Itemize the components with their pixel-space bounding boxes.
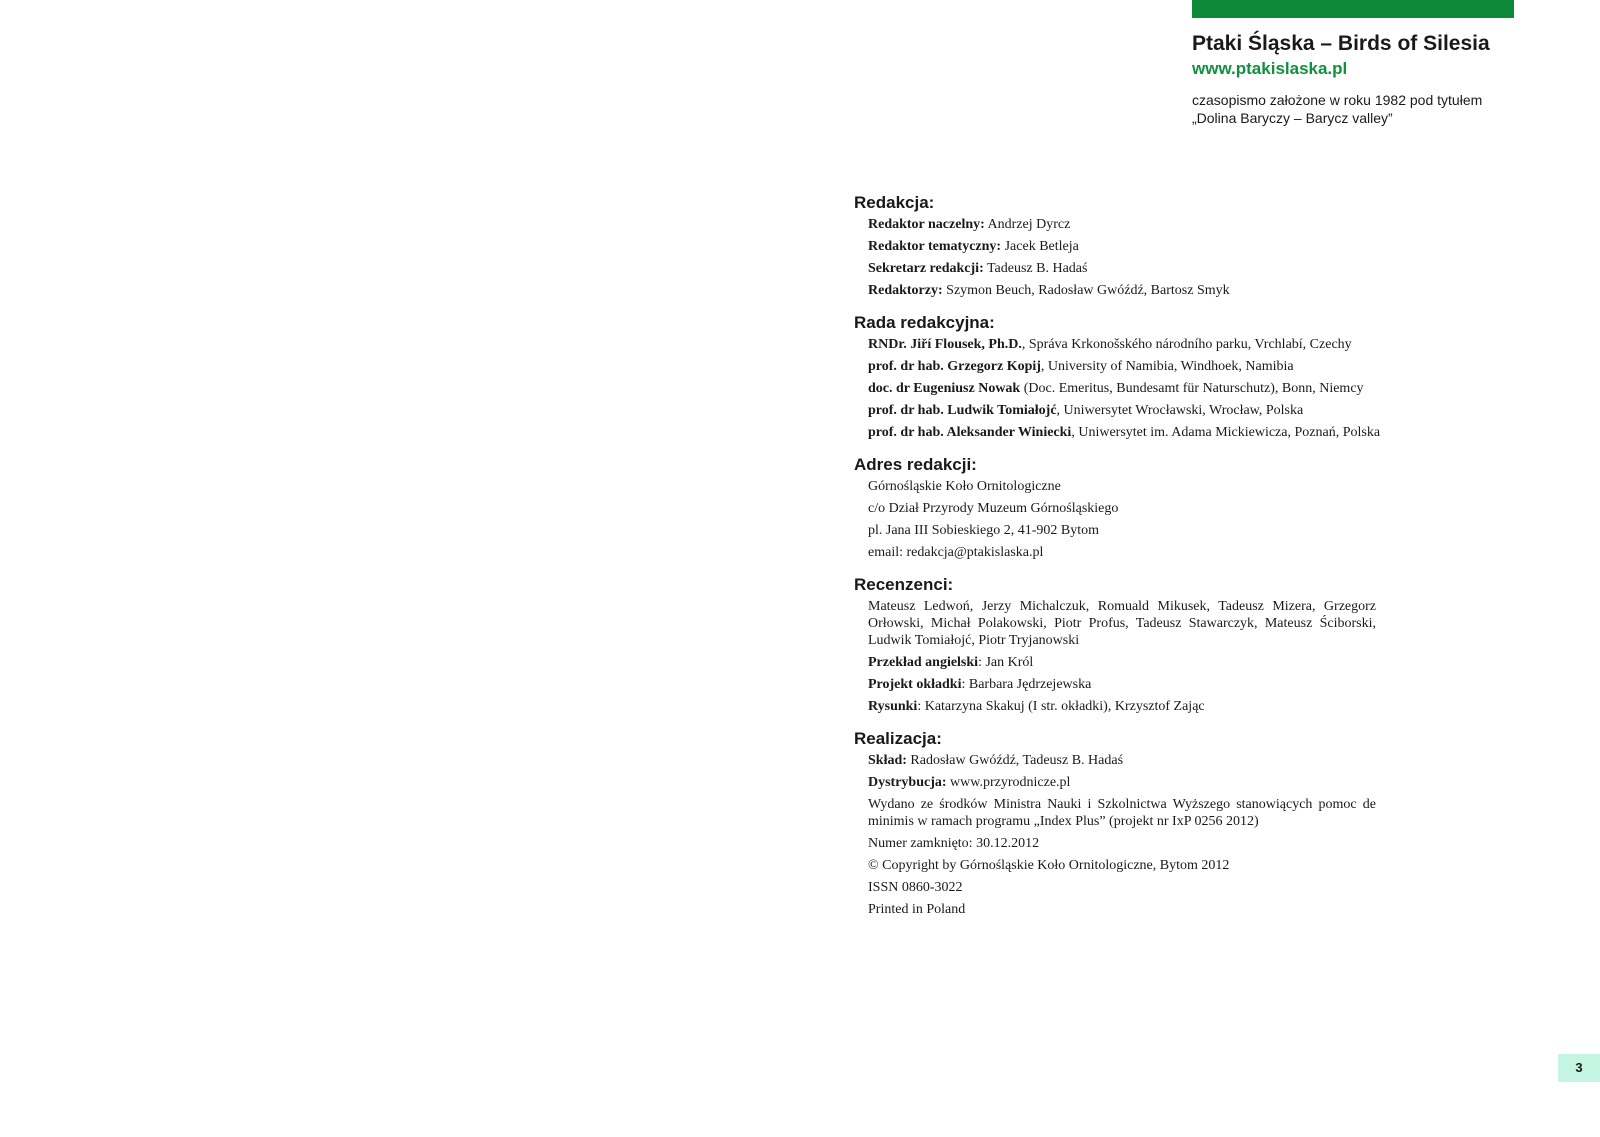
credit-label: Skład: [868, 753, 907, 768]
reviewers-list: Mateusz Ledwoń, Jerzy Michalczuk, Romuald Mikusek, Tadeusz Mizera, Grzegorz Orłowski, Michał Polakowski, Piotr Profus, Tadeusz Stawarczyk, Mateusz Ściborski, Ludwik Tomiałojć, Piotr Tryjanowski [868, 599, 1376, 648]
copyright-line: © Copyright by Górnośląskie Koło Ornitologiczne, Bytom 2012 [868, 858, 1230, 873]
section-recenzenci [854, 573, 1380, 715]
funding-note: Wydano ze środków Ministra Nauki i Szkolnictwa Wyższego stanowiących pomoc de minimis w ramach programu „Index Plus” (projekt nr IxP 0256 2012) [868, 797, 1376, 829]
top-accent-bar [1192, 0, 1514, 18]
section-heading: Recenzenci: [854, 575, 954, 594]
credit-label: Projekt okładki [868, 677, 962, 692]
member-affiliation: , University of Namibia, Windhoek, Namibia [1040, 359, 1294, 374]
member-affiliation: (Doc. Emeritus, Bundesamt für Naturschutz), Bonn, Niemcy [1020, 381, 1364, 396]
role-value: Andrzej Dyrcz [984, 217, 1071, 232]
address-line: c/o Dział Przyrody Muzeum Górnośląskiego [868, 501, 1119, 516]
closing-date: Numer zamknięto: 30.12.2012 [868, 836, 1040, 851]
credit-value: www.przyrodnicze.pl [946, 775, 1071, 790]
member-affiliation: , Uniwersytet Wrocławski, Wrocław, Polska [1056, 403, 1304, 418]
credit-value: : Jan Król [978, 655, 1034, 670]
credit-value: : Barbara Jędrzejewska [961, 677, 1092, 692]
journal-description [1192, 91, 1532, 127]
credit-label: Dystrybucja: [868, 775, 947, 790]
role-value: Tadeusz B. Hadaś [983, 261, 1088, 276]
credit-label: Rysunki [868, 699, 918, 714]
masthead [1192, 30, 1532, 127]
credit-value: Radosław Gwóźdź, Tadeusz B. Hadaś [906, 753, 1124, 768]
credit-row [868, 654, 1380, 671]
board-member-row [868, 336, 1380, 353]
section-heading: Realizacja: [854, 729, 942, 748]
credit-row [868, 676, 1380, 693]
member-affiliation: , Správa Krkonošského národního parku, Vrchlabí, Czechy [1021, 337, 1352, 352]
issn-line: ISSN 0860-3022 [868, 880, 963, 895]
member-name: doc. dr Eugeniusz Nowak [868, 381, 1021, 396]
journal-url[interactable]: www.ptakislaska.pl [1192, 59, 1348, 78]
description-line: czasopismo założone w roku 1982 pod tytułem [1192, 92, 1483, 108]
credit-label: Przekład angielski [868, 655, 979, 670]
credit-row [868, 698, 1380, 715]
editor-row [868, 216, 1380, 233]
section-rada-redakcyjna [854, 311, 1380, 441]
address-line: Górnośląskie Koło Ornitologiczne [868, 479, 1061, 494]
colophon [854, 191, 1380, 930]
board-member-row [868, 402, 1380, 419]
section-heading: Rada redakcyjna: [854, 313, 995, 332]
role-label: Redaktor naczelny: [868, 217, 985, 232]
section-heading: Adres redakcji: [854, 455, 977, 474]
role-label: Redaktorzy: [868, 283, 943, 298]
editor-row [868, 238, 1380, 255]
board-member-row [868, 380, 1380, 397]
section-heading: Redakcja: [854, 193, 935, 212]
description-line: „Dolina Baryczy – Barycz valley” [1192, 110, 1393, 126]
role-label: Sekretarz redakcji: [868, 261, 984, 276]
credit-row [868, 752, 1380, 769]
role-label: Redaktor tematyczny: [868, 239, 1002, 254]
section-redakcja [854, 191, 1380, 299]
member-name: prof. dr hab. Aleksander Winiecki [868, 425, 1072, 440]
credit-value: : Katarzyna Skakuj (I str. okładki), Krzysztof Zając [917, 699, 1205, 714]
board-member-row [868, 358, 1380, 375]
editor-row [868, 260, 1380, 277]
member-name: RNDr. Jiří Flousek, Ph.D. [868, 337, 1022, 352]
member-name: prof. dr hab. Ludwik Tomiałojć [868, 403, 1057, 418]
page-number-badge: 3 [1558, 1054, 1600, 1082]
member-affiliation: , Uniwersytet im. Adama Mickiewicza, Poznań, Polska [1071, 425, 1381, 440]
board-member-row [868, 424, 1380, 441]
member-name: prof. dr hab. Grzegorz Kopij [868, 359, 1041, 374]
section-adres-redakcji [854, 453, 1380, 561]
editor-row [868, 282, 1380, 299]
role-value: Jacek Betleja [1001, 239, 1079, 254]
email-line[interactable]: email: redakcja@ptakislaska.pl [868, 545, 1044, 560]
credit-row [868, 774, 1380, 791]
section-realizacja [854, 727, 1380, 918]
journal-title: Ptaki Śląska – Birds of Silesia [1192, 32, 1490, 55]
printed-line: Printed in Poland [868, 902, 966, 917]
role-value: Szymon Beuch, Radosław Gwóźdź, Bartosz Smyk [942, 283, 1230, 298]
address-line: pl. Jana III Sobieskiego 2, 41-902 Bytom [868, 523, 1099, 538]
